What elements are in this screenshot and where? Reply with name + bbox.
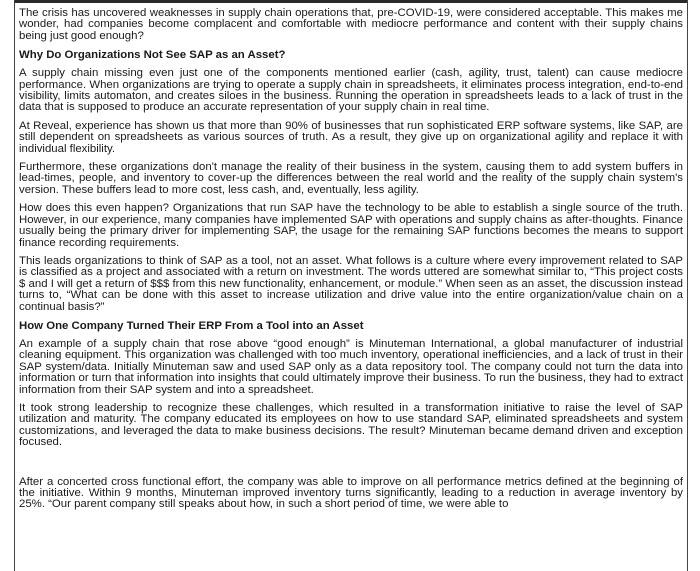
paragraph-reveal-experience: At Reveal, experience has shown us that more than 90% of businesses that run sophisticated ERP software systems, like SAP, are still dependent on spreadsheets as various sources of truth. As a result, they give up on organizational agility and replace it with individual flexibility.	[19, 119, 683, 155]
section-heading-minuteman: How One Company Turned Their ERP From a Tool into an Asset	[19, 319, 364, 332]
section-heading-sap-asset: Why Do Organizations Not See SAP as an Asset?	[19, 49, 286, 62]
paragraph-minuteman-example: An example of a supply chain that rose above “good enough” is Minuteman International, a global manufacturer of industrial cleaning equipment. This organization was challenged with too much inventory, operational inefficiencies, and a lack of trust in their SAP system/data. Initially Minuteman saw and used SAP only as a data repository tool. The company could not turn the data into information or turn that information into insights that could ultimately improve their business. To run the business, they had to extract information from their SAP system and into a spreadsheet.	[19, 337, 683, 396]
paragraph-results: After a concerted cross functional effort, the company was able to improve on all performance metrics defined at the beginning of the initiative. Within 9 months, Minuteman improved inventory turns significantly, leading to a reduction in average inventory by 25%. “Our parent company still speaks about how, in such a short period of time, we were able to	[19, 475, 683, 511]
paragraph-system-buffers: Furthermore, these organizations don't manage the reality of their business in the system, causing them to add system buffers in lead-times, people, and inventory to cover-up the differences between the real world and the reality of the supply chain system's version. These buffers lead to more cost, less cash, and, eventually, less agility.	[19, 161, 683, 196]
intro-paragraph: The crisis has uncovered weaknesses in supply chain operations that, pre-COVID-19, were considered acceptable. This makes me wonder, had companies become complacent and comfortable with mediocre performance and content with their supply chains being just good enough?	[19, 7, 683, 42]
article-page	[14, 0, 688, 571]
paragraph-tool-not-asset: This leads organizations to think of SAP as a tool, not an asset. What follows is a culture where every improvement related to SAP is classified as a project and associated with a return on investment. The words uttered are somewhat similar to, “This project costs $ and I will get a return of $$$ from this new functionality, enhancement, or module.” When seen as an asset, the discussion instead turns to, “What can be done with this asset to increase utilization and drive value into the entire organization/value chain on a continual basis?”	[19, 254, 683, 313]
paragraph-leadership: It took strong leadership to recognize these challenges, which resulted in a transformation initiative to raise the level of SAP utilization and maturity. The company educated its employees on how to use standard SAP, eliminated spreadsheets and system customizations, and leveraged the data to make business decisions. The result? Minuteman became demand driven and exception focused.	[19, 401, 683, 449]
paragraph-how-it-happens: How does this even happen? Organizations that run SAP have the technology to be able to establish a single source of the truth. However, in our experience, many companies have implemented SAP with operations and supply chains as after-thoughts. Finance usually being the primary driver for implementing SAP, the usage for the remaining SAP functions becomes the means to support finance recording requirements.	[19, 202, 683, 249]
paragraph-missing-components: A supply chain missing even just one of the components mentioned earlier (cash, agility, trust, talent) can cause mediocre performance. When organizations are trying to operate a supply chain in spreadsheets, it eliminates process integration, end-to-end visibility, limits automaton, and creates siloes in the business. Running the operation in spreadsheets leads to a lack of trust in the data that is supposed to produce an accurate representation of your supply chain in real time.	[19, 67, 683, 114]
